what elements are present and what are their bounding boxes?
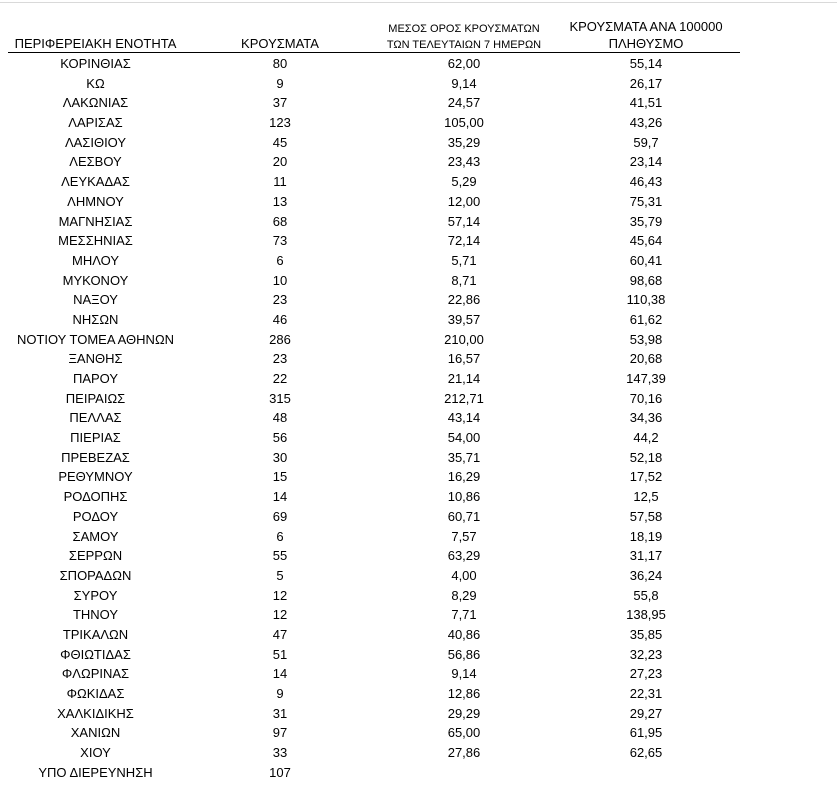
cell-per-100k: 35,85: [629, 626, 663, 642]
cell-region: ΤΡΙΚΑΛΩΝ: [62, 626, 129, 642]
cell-region: ΞΑΝΘΗΣ: [68, 351, 123, 367]
cell-region: ΦΩΚΙΔΑΣ: [66, 686, 125, 701]
table-row: [0, 152, 837, 172]
table-row: [0, 290, 837, 310]
cell-region: ΤΗΝΟΥ: [72, 607, 119, 623]
cell-per-100k: 12,5: [633, 489, 659, 505]
table-row: [0, 743, 837, 763]
table-row: [0, 428, 837, 448]
table-row: [0, 389, 837, 409]
cell-cases: 23: [272, 351, 288, 367]
cell-cases: 6: [276, 528, 284, 544]
table-row: [0, 330, 837, 350]
table-row: [0, 763, 837, 783]
table-row: [0, 310, 837, 330]
cell-per-100k: 55,8: [633, 587, 659, 603]
cell-7day-average: 57,14: [447, 213, 481, 229]
cell-per-100k: 110,38: [626, 292, 666, 308]
cell-cases: 31: [272, 705, 288, 721]
cell-cases: 73: [272, 233, 288, 249]
cell-per-100k: 62,65: [629, 745, 663, 761]
cell-7day-average: 35,71: [447, 449, 481, 465]
cell-7day-average: 23,43: [447, 154, 481, 170]
header-per-100k-line1: ΚΡΟΥΣΜΑΤΑ ΑΝΑ 100000: [569, 19, 723, 34]
cell-per-100k: 98,68: [629, 272, 663, 288]
cell-per-100k: 46,43: [629, 174, 663, 190]
header-7day-average-line2: ΤΩΝ ΤΕΛΕΥΤΑΙΩΝ 7 ΗΜΕΡΩΝ: [386, 39, 542, 51]
cell-region: ΠΕΛΛΑΣ: [69, 410, 122, 426]
header-7day-average: [372, 21, 556, 53]
cell-region: ΠΙΕΡΙΑΣ: [70, 430, 121, 446]
cell-7day-average: 22,86: [447, 292, 481, 308]
cell-cases: 315: [269, 390, 291, 406]
table-row: [0, 684, 837, 704]
cell-cases: 13: [272, 193, 288, 209]
cell-7day-average: 63,29: [447, 548, 481, 564]
cell-cases: 22: [272, 371, 288, 386]
cell-7day-average: 39,57: [447, 311, 481, 327]
cell-cases: 55: [272, 548, 288, 564]
cell-cases: 33: [272, 745, 288, 761]
cell-per-100k: 60,41: [629, 252, 663, 268]
cell-cases: 68: [272, 213, 288, 229]
cell-per-100k: 18,19: [629, 528, 663, 544]
cell-7day-average: 56,86: [447, 646, 481, 662]
cell-7day-average: 12,00: [447, 193, 481, 209]
cell-region: ΚΟΡΙΝΘΙΑΣ: [60, 56, 131, 71]
cell-per-100k: 27,23: [629, 666, 663, 682]
cell-region: ΣΑΜΟΥ: [72, 528, 119, 544]
cell-per-100k: 34,36: [629, 410, 663, 426]
cell-cases: 23: [272, 292, 288, 308]
cell-7day-average: 5,71: [451, 252, 477, 268]
cell-7day-average: 35,29: [447, 134, 481, 150]
table-row: [0, 723, 837, 743]
cell-per-100k: 44,2: [633, 430, 659, 446]
cell-region: ΜΥΚΟΝΟΥ: [62, 272, 129, 288]
cell-per-100k: 23,14: [629, 154, 663, 170]
cell-region: ΧΙΟΥ: [80, 745, 111, 761]
cell-cases: 30: [272, 449, 288, 465]
table-row: [0, 586, 837, 606]
cell-cases: 37: [272, 95, 288, 111]
table-row: [0, 133, 837, 153]
table-header: [0, 14, 837, 54]
cell-cases: 56: [272, 430, 288, 446]
table-row: [0, 664, 837, 684]
cell-region: ΡΟΔΟΥ: [72, 508, 119, 524]
cell-7day-average: 212,71: [444, 390, 484, 406]
cell-region: ΛΑΚΩΝΙΑΣ: [62, 95, 129, 111]
table-row: [0, 74, 837, 94]
cell-region: ΧΑΝΙΩΝ: [70, 725, 121, 741]
header-cases: ΚΡΟΥΣΜΑΤΑ: [241, 36, 319, 51]
cell-region: ΛΕΣΒΟΥ: [69, 154, 122, 170]
table-row: [0, 271, 837, 291]
cell-region: ΣΥΡΟΥ: [73, 587, 118, 603]
cell-7day-average: 65,00: [447, 725, 481, 741]
cell-7day-average: 8,29: [451, 587, 477, 603]
cell-per-100k: 45,64: [629, 233, 663, 249]
cell-region: ΣΠΟΡΑΔΩΝ: [59, 567, 132, 583]
table-row: [0, 605, 837, 625]
cell-7day-average: 210,00: [444, 331, 484, 347]
cell-7day-average: 27,86: [447, 745, 481, 761]
cell-cases: 107: [269, 764, 291, 780]
cell-region: ΠΕΙΡΑΙΩΣ: [65, 390, 126, 406]
cell-per-100k: 22,31: [629, 686, 663, 701]
cell-cases: 12: [272, 607, 288, 623]
cell-region: ΡΟΔΟΠΗΣ: [63, 489, 128, 505]
top-border-line: [0, 2, 837, 3]
cell-7day-average: 5,29: [451, 174, 477, 190]
cell-7day-average: 10,86: [447, 489, 481, 505]
cell-7day-average: 9,14: [451, 666, 477, 682]
cell-region: ΦΛΩΡΙΝΑΣ: [61, 666, 130, 682]
cell-per-100k: 53,98: [629, 331, 663, 347]
table-row: [0, 527, 837, 547]
cell-7day-average: 21,14: [447, 371, 481, 386]
cell-7day-average: 12,86: [447, 686, 481, 701]
cell-cases: 5: [276, 567, 284, 583]
cell-per-100k: 43,26: [629, 115, 663, 131]
table-row: [0, 566, 837, 586]
cell-cases: 10: [272, 272, 288, 288]
table-row: [0, 349, 837, 369]
cell-7day-average: 8,71: [451, 272, 477, 288]
cell-per-100k: 61,62: [629, 311, 663, 327]
cell-per-100k: 31,17: [629, 548, 663, 564]
cell-7day-average: 43,14: [447, 410, 481, 426]
cell-per-100k: 17,52: [629, 469, 663, 485]
cell-per-100k: 70,16: [629, 390, 663, 406]
cell-per-100k: 55,14: [629, 56, 663, 71]
cell-per-100k: 32,23: [629, 646, 663, 662]
cell-cases: 6: [276, 252, 284, 268]
table-row: [0, 54, 837, 74]
cell-cases: 123: [269, 115, 291, 131]
table-row: [0, 172, 837, 192]
cell-region: ΜΑΓΝΗΣΙΑΣ: [58, 213, 133, 229]
cell-7day-average: 40,86: [447, 626, 481, 642]
cell-cases: 14: [272, 666, 288, 682]
cell-7day-average: 29,29: [447, 705, 481, 721]
cell-region: ΜΗΛΟΥ: [72, 252, 119, 268]
cell-region: ΛΕΥΚΑΔΑΣ: [61, 174, 130, 190]
table-row: [0, 467, 837, 487]
cell-region: ΝΟΤΙΟΥ ΤΟΜΕΑ ΑΘΗΝΩΝ: [16, 331, 175, 347]
cell-per-100k: 20,68: [629, 351, 663, 367]
cell-region: ΧΑΛΚΙΔΙΚΗΣ: [57, 705, 134, 721]
cell-cases: 14: [272, 489, 288, 505]
header-divider: [8, 52, 740, 53]
header-per-100k-line2: ΠΛΗΘΥΣΜΟ: [608, 36, 684, 51]
table-row: [0, 704, 837, 724]
cell-per-100k: 61,95: [629, 725, 663, 741]
cell-7day-average: 105,00: [444, 115, 484, 131]
cell-7day-average: 9,14: [451, 75, 477, 91]
cell-cases: 15: [272, 469, 288, 485]
table-row: [0, 507, 837, 527]
cell-region: ΛΑΡΙΣΑΣ: [68, 115, 123, 131]
cell-cases: 9: [276, 75, 284, 91]
cell-cases: 11: [273, 174, 287, 190]
cell-cases: 80: [272, 56, 288, 71]
cell-region: ΛΑΣΙΘΙΟΥ: [64, 134, 127, 150]
header-per-100k: [556, 18, 736, 52]
table-row: [0, 113, 837, 133]
table-row: [0, 93, 837, 113]
table-row: [0, 625, 837, 645]
cell-cases: 286: [269, 331, 291, 347]
cell-per-100k: 41,51: [629, 95, 663, 111]
cell-region: ΝΑΞΟΥ: [73, 292, 118, 308]
header-7day-average-line1: ΜΕΣΟΣ ΟΡΟΣ ΚΡΟΥΣΜΑΤΩΝ: [388, 23, 540, 35]
cell-per-100k: 35,79: [629, 213, 663, 229]
cell-cases: 12: [272, 587, 288, 603]
cell-per-100k: 138,95: [626, 607, 666, 623]
cell-region: ΛΗΜΝΟΥ: [67, 193, 124, 209]
table-row: [0, 251, 837, 271]
cell-cases: 46: [272, 311, 288, 327]
cell-cases: 69: [272, 508, 288, 524]
cell-region: ΠΡΕΒΕΖΑΣ: [61, 449, 130, 465]
cell-cases: 97: [272, 725, 288, 741]
table-row: [0, 408, 837, 428]
cell-cases: 47: [272, 626, 288, 642]
table-row: [0, 369, 837, 389]
table-row: [0, 546, 837, 566]
table-row: [0, 231, 837, 251]
cell-7day-average: 16,29: [447, 469, 481, 485]
table-row: [0, 448, 837, 468]
cell-7day-average: 16,57: [447, 351, 481, 367]
cell-region: ΝΗΣΩΝ: [72, 311, 119, 327]
cell-region: ΠΑΡΟΥ: [72, 371, 119, 386]
table-body: [0, 54, 837, 782]
table-row: [0, 212, 837, 232]
cell-region: ΚΩ: [86, 75, 105, 91]
cell-per-100k: 59,7: [633, 134, 659, 150]
cell-7day-average: 72,14: [447, 233, 481, 249]
cell-per-100k: 75,31: [629, 193, 663, 209]
cell-cases: 20: [272, 154, 288, 170]
header-region: ΠΕΡΙΦΕΡΕΙΑΚΗ ΕΝΟΤΗΤΑ: [14, 36, 177, 51]
cell-per-100k: 29,27: [629, 705, 663, 721]
cell-per-100k: 147,39: [626, 371, 666, 386]
table-row: [0, 192, 837, 212]
cell-region: ΜΕΣΣΗΝΙΑΣ: [58, 233, 133, 249]
cell-per-100k: 57,58: [629, 508, 663, 524]
cell-region: ΥΠΟ ΔΙΕΡΕΥΝΗΣΗ: [38, 764, 153, 780]
cell-7day-average: 60,71: [447, 508, 481, 524]
cell-per-100k: 36,24: [629, 567, 663, 583]
cell-7day-average: 7,57: [451, 528, 477, 544]
cell-cases: 9: [276, 686, 284, 701]
cell-region: ΦΘΙΩΤΙΔΑΣ: [60, 646, 131, 662]
cell-7day-average: 4,00: [451, 567, 477, 583]
cell-7day-average: 24,57: [447, 95, 481, 111]
table-row: [0, 487, 837, 507]
cell-7day-average: 54,00: [447, 430, 481, 446]
cell-7day-average: 7,71: [451, 607, 477, 623]
cell-per-100k: 26,17: [629, 75, 663, 91]
cell-cases: 51: [272, 646, 288, 662]
cell-cases: 48: [272, 410, 288, 426]
cell-per-100k: 52,18: [629, 449, 663, 465]
cell-region: ΣΕΡΡΩΝ: [68, 548, 123, 564]
cell-region: ΡΕΘΥΜΝΟΥ: [58, 469, 133, 485]
cell-7day-average: 62,00: [447, 56, 481, 71]
cell-cases: 45: [272, 134, 288, 150]
table-row: [0, 645, 837, 665]
